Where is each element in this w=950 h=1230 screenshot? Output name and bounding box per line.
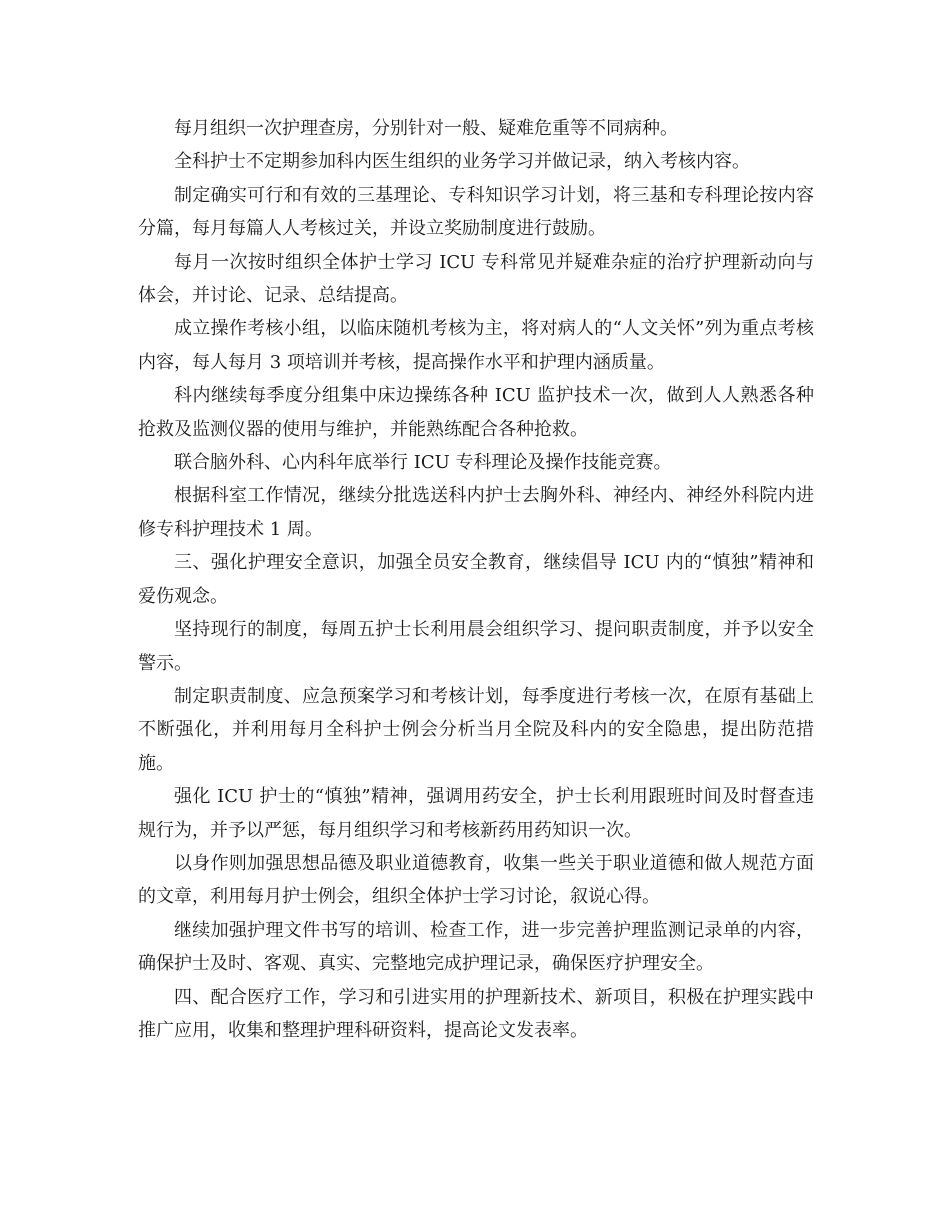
- paragraph: 强化 ICU 护士的“慎独”精神，强调用药安全，护士长利用跟班时间及时督查违规行为，并予以严惩，每月组织学习和考核新药用药知识一次。: [138, 786, 814, 841]
- paragraph: 每月一次按时组织全体护士学习 ICU 专科常见并疑难杂症的治疗护理新动向与体会，并讨论、记录、总结提高。: [138, 251, 814, 307]
- section-heading: 四、配合医疗工作，学习和引进实用的护理新技术、新项目，积极在护理实践中推广应用，收集和整理护理科研资料，提高论文发表率。: [138, 986, 814, 1041]
- section-heading: 三、强化护理安全意识，加强全员安全教育，继续倡导 ICU 内的“慎独”精神和爱伤观念。: [138, 552, 814, 607]
- paragraph: 继续加强护理文件书写的培训、检查工作，进一步完善护理监测记录单的内容，确保护士及时、客观、真实、完整地完成护理记录，确保医疗护理安全。: [138, 919, 814, 975]
- paragraph: 根据科室工作情况，继续分批选送科内护士去胸外科、神经内、神经外科院内进修专科护理技术 1 周。: [138, 485, 814, 540]
- paragraph: 以身作则加强思想品德及职业道德教育，收集一些关于职业道德和做人规范方面的文章，利用每月护士例会，组织全体护士学习讨论，叙说心得。: [138, 852, 814, 908]
- paragraph: 每月组织一次护理查房，分别针对一般、疑难危重等不同病种。: [174, 118, 678, 139]
- paragraph: 坚持现行的制度，每周五护士长利用晨会组织学习、提问职责制度，并予以安全警示。: [138, 619, 814, 674]
- paragraph: 制定职责制度、应急预案学习和考核计划，每季度进行考核一次，在原有基础上不断强化，并利用每月全科护士例会分析当月全院及科内的安全隐患，提出防范措施。: [138, 685, 814, 774]
- paragraph: 科内继续每季度分组集中床边操练各种 ICU 监护技术一次，做到人人熟悉各种抢救及监测仪器的使用与维护，并能熟练配合各种抢救。: [138, 385, 814, 440]
- paragraph: 联合脑外科、心内科年底举行 ICU 专科理论及操作技能竞赛。: [174, 452, 672, 474]
- document-body: [138, 112, 814, 1047]
- paragraph: 成立操作考核小组，以临床随机考核为主，将对病人的“人文关怀”列为重点考核内容，每人每月 3 项培训并考核，提高操作水平和护理内涵质量。: [138, 318, 814, 373]
- paragraph: 制定确实可行和有效的三基理论、专科知识学习计划，将三基和专科理论按内容分篇，每月每篇人人考核过关，并设立奖励制度进行鼓励。: [138, 184, 814, 240]
- paragraph: 全科护士不定期参加科内医生组织的业务学习并做记录，纳入考核内容。: [174, 151, 750, 173]
